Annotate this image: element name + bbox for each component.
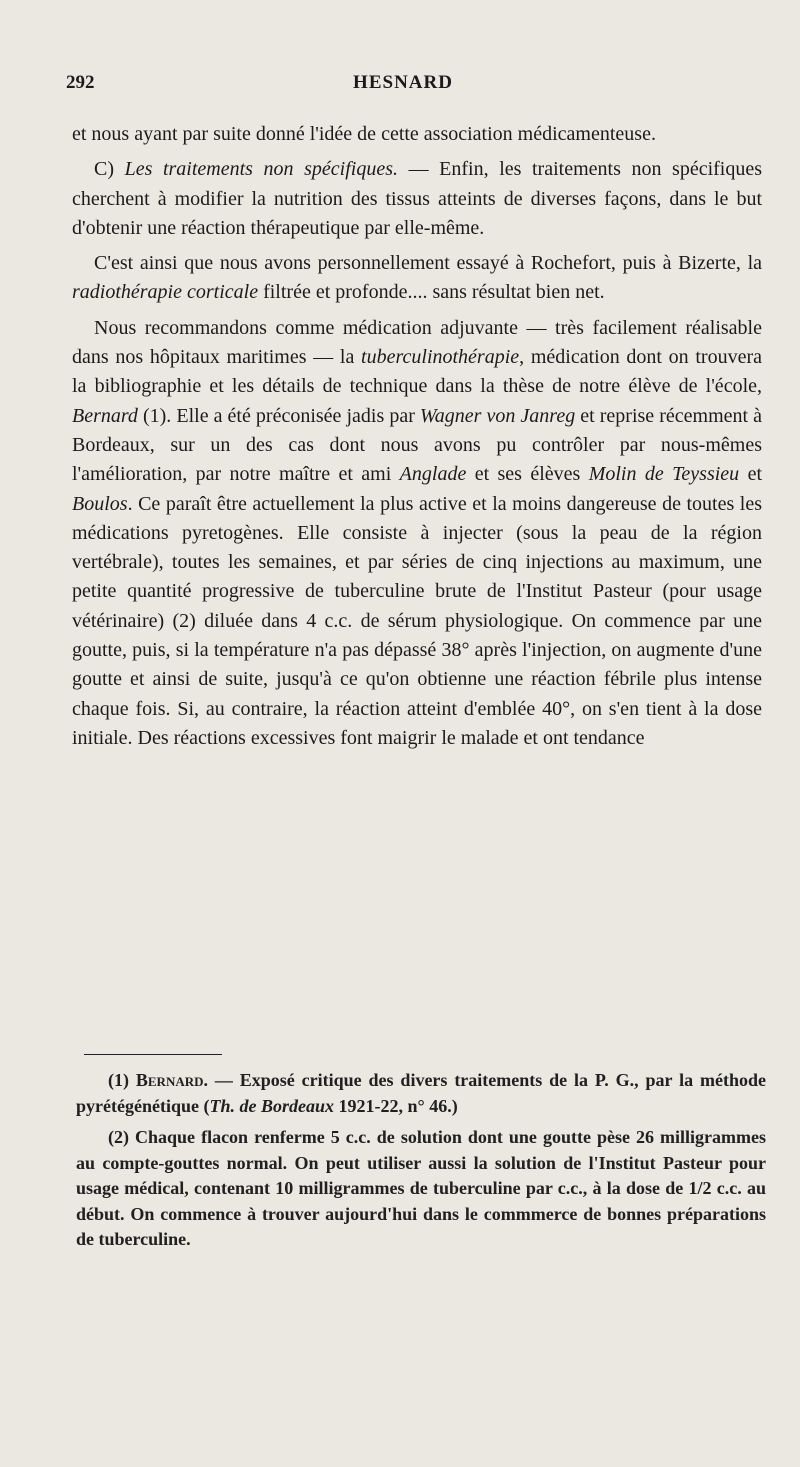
footnote-1: (1) Bernard. — Exposé critique des divers traitements de la P. G., par la méthode pyrétégénétique (Th. de Bordeaux 1921-22, n° 46.) — [76, 1070, 766, 1116]
body-text — [72, 120, 762, 753]
page-number: 292 — [66, 72, 95, 93]
paragraph-3: C'est ainsi que nous avons personnellement essayé à Rochefort, puis à Bizerte, la radiothérapie corticale filtrée et profonde.... sans résultat bien net. — [72, 252, 762, 304]
section-title: Les traitements non spécifiques. — [124, 158, 398, 181]
footnote-rule — [84, 1054, 222, 1055]
paragraph-1: et nous ayant par suite donné l'idée de cette association médicamenteuse. — [72, 123, 656, 145]
running-head: HESNARD — [353, 72, 453, 93]
paragraph-4: Nous recommandons comme médication adjuvante — très facilement réalisable dans nos hôpitaux maritimes — la tuberculinothérapie, médication dont on trouvera la bibliographie et les détails de technique dans la thèse de notre élève de l'école, Bernard (1). Elle a été préconisée jadis par Wagner von Janreg et reprise récemment à Bordeaux, sur un des cas dont nous avons pu contrôler par nous-mêmes l'amélioration, par notre maître et ami Anglade et ses élèves Molin de Teyssieu et Boulos. Ce paraît être actuellement la plus active et la moins dangereuse de toutes les médications pyretogènes. Elle consiste à injecter (sous la peau de la région vertébrale), toutes les semaines, et par séries de cinq injections au maximum, une petite quantité progressive de tuberculine brute de l'Institut Pasteur (pour usage vétérinaire) (2) diluée dans 4 c.c. de sérum physiologique. On commence par une goutte, puis, si la température n'a pas dépassé 38° après l'injection, on augmente d'une goutte et ainsi de suite, jusqu'à ce qu'on obtienne une réaction fébrile plus intense chaque fois. Si, au contraire, la réaction atteint d'emblée 40°, on s'en tient à la dose initiale. Des réactions excessives font maigrir le malade et ont tendance — [72, 316, 763, 749]
footnote-2: (2) Chaque flacon renferme 5 c.c. de solution dont une goutte pèse 26 milligrammes au compte-gouttes normal. On peut utiliser aussi la solution de l'Institut Pasteur pour usage médical, contenant 10 milligrammes de tuberculine par c.c., à la dose de 1/2 c.c. au début. On commence à trouver aujourd'hui dans le commmerce de bonnes préparations de tuberculine. — [76, 1127, 766, 1249]
footnotes — [76, 1068, 766, 1259]
page-header — [66, 72, 740, 102]
paragraph-2: C) Les traitements non spécifiques. — Enfin, les traitements non spécifiques cherchent à modifier la nutrition des tissus atteints de diverses façons, dans le but d'obtenir une réaction thérapeutique par elle-même. — [72, 158, 763, 239]
